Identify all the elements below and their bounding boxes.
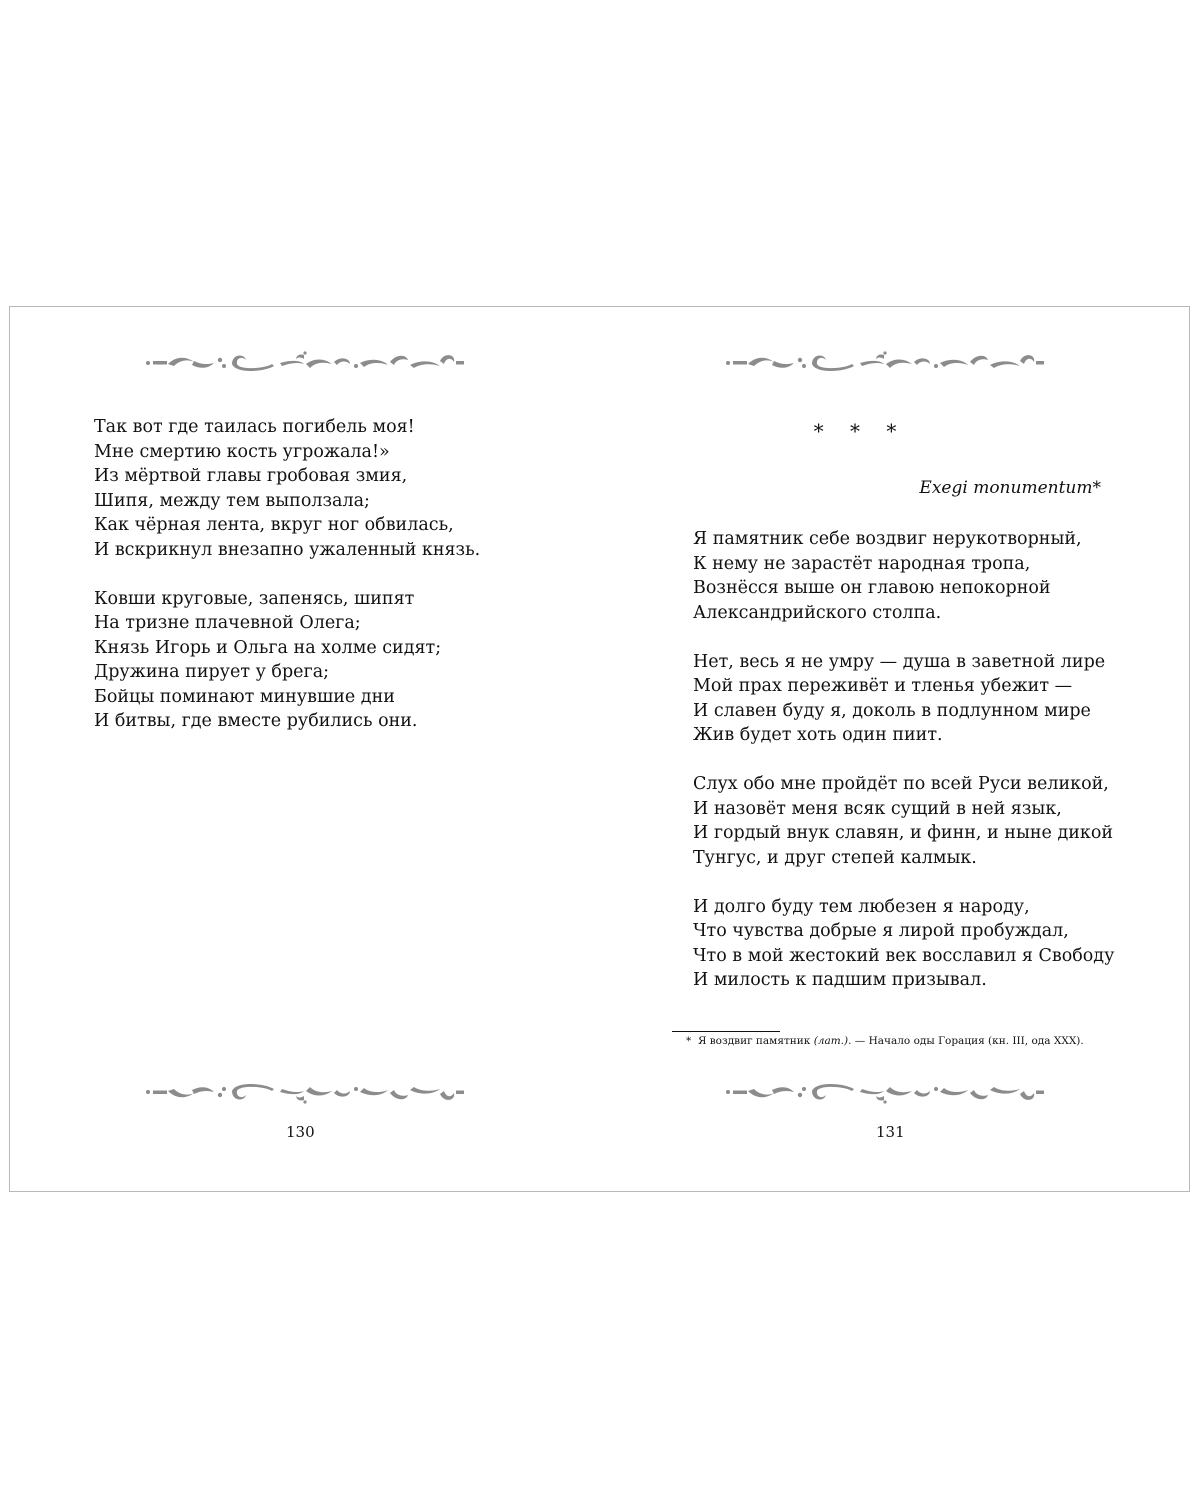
poem-line: Мой прах переживёт и тленья убежит — <box>693 676 1073 696</box>
left-page <box>10 307 600 1191</box>
poem-line: Князь Игорь и Ольга на холме сидят; <box>94 637 442 658</box>
footnote-italic: (лат.) <box>813 1035 849 1047</box>
poem-line: Вознёсся выше он главою непокорной <box>693 578 1051 598</box>
stanza <box>94 415 480 562</box>
stanza <box>693 650 1114 748</box>
footnote-rule <box>672 1031 780 1032</box>
poem-line: И долго буду тем любезен я народу, <box>693 896 1030 917</box>
poem-line: Так вот где таилась погибель моя! <box>94 417 415 437</box>
poem-line: Что в мой жестокий век восславил я Свободу <box>693 945 1115 966</box>
left-poem <box>94 415 480 758</box>
poem-line: Александрийского столпа. <box>693 602 942 623</box>
section-stars: * * * <box>813 419 907 443</box>
ornament-divider-icon <box>144 1079 466 1105</box>
poem-line: Ковши круговые, запенясь, шипят <box>94 588 415 609</box>
right-poem <box>693 527 1114 1017</box>
poem-line: И назовёт меня всяк сущий в ней язык, <box>693 798 1062 819</box>
page-number: 130 <box>286 1123 315 1141</box>
stanza <box>693 527 1114 625</box>
poem-line: К нему не зарастёт народная тропа, <box>693 553 1031 574</box>
page-number: 131 <box>876 1123 905 1141</box>
epigraph: Exegi monumentum* <box>919 478 1101 498</box>
stanza <box>693 772 1114 870</box>
footnote <box>686 1035 1084 1047</box>
poem-line: Мне смертию кость угрожала!» <box>94 441 390 462</box>
poem-line: И битвы, где вместе рубились они. <box>94 711 418 731</box>
footnote-text-end: . — Начало оды Горация (кн. III, ода XXX). <box>848 1035 1084 1047</box>
poem-line: Жив будет хоть один пиит. <box>693 725 943 745</box>
footnote-text: Я воздвиг памятник <box>697 1035 814 1047</box>
poem-line: И гордый внук славян, и финн, и ныне дикой <box>693 823 1114 843</box>
ornament-divider-icon <box>724 350 1046 376</box>
poem-line: Шипя, между тем выползала; <box>94 490 370 511</box>
poem-line: Нет, весь я не умру — душа в заветной лире <box>693 651 1106 672</box>
poem-line: Как чёрная лента, вкруг ног обвилась, <box>94 515 454 535</box>
right-page <box>600 307 1191 1191</box>
poem-line: И милость к падшим призывал. <box>693 970 987 990</box>
book-spread <box>9 306 1190 1192</box>
ornament-divider-icon <box>724 1079 1046 1105</box>
poem-line: И славен буду я, доколь в подлунном мире <box>693 700 1091 721</box>
poem-line: Дружина пирует у брега; <box>94 662 330 682</box>
footnote-marker: * <box>686 1035 692 1047</box>
poem-line: И вскрикнул внезапно ужаленный князь. <box>94 539 481 560</box>
poem-line: Слух обо мне пройдёт по всей Руси великой, <box>693 774 1109 794</box>
poem-line: На тризне плачевной Олега; <box>94 613 361 633</box>
poem-line: Из мёртвой главы гробовая змия, <box>94 466 408 486</box>
poem-line: Я памятник себе воздвиг нерукотворный, <box>693 529 1082 549</box>
ornament-divider-icon <box>144 350 466 376</box>
stanza <box>94 587 480 734</box>
stanza <box>693 895 1114 993</box>
poem-line: Тунгус, и друг степей калмык. <box>693 847 977 868</box>
poem-line: Бойцы поминают минувшие дни <box>94 686 395 707</box>
poem-line: Что чувства добрые я лирой пробуждал, <box>693 921 1069 941</box>
